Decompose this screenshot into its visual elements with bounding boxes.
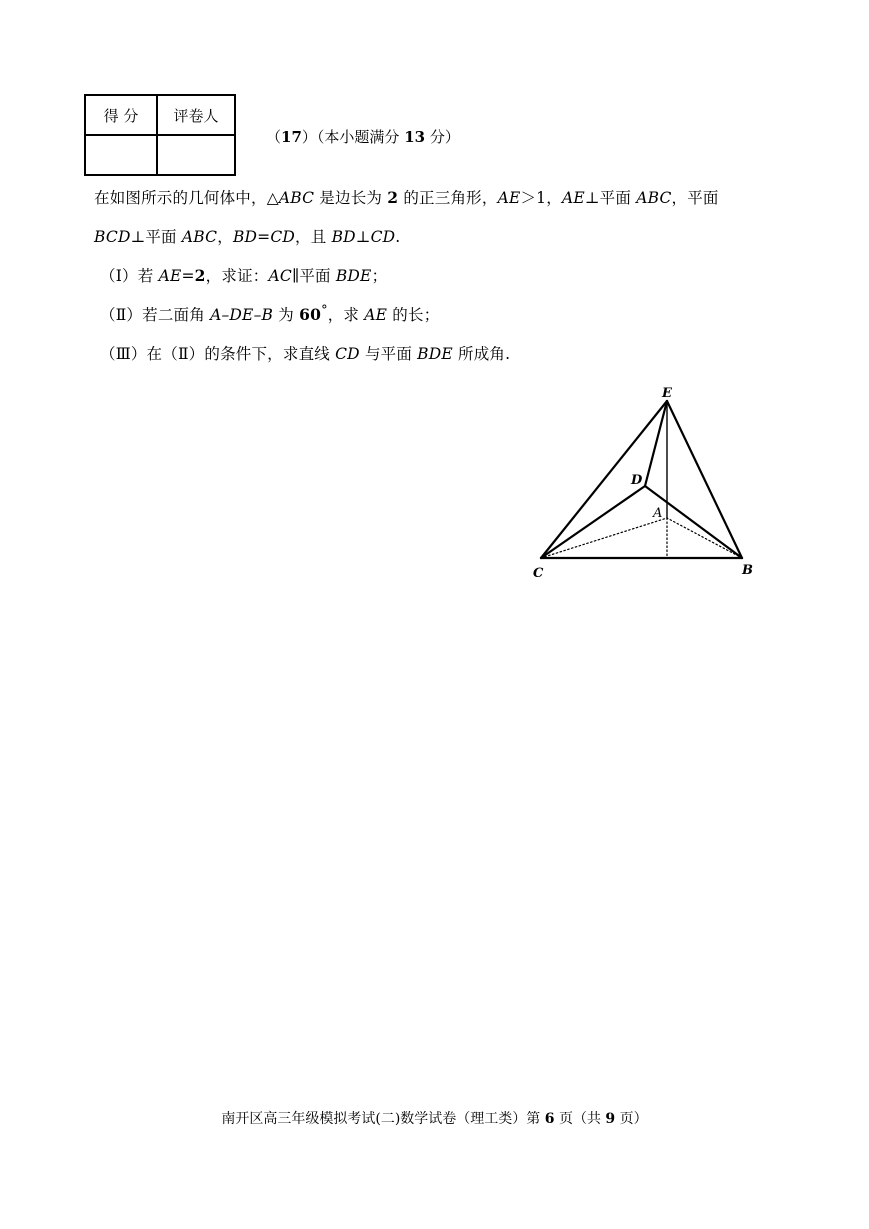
problem-line-1: 在如图所示的几何体中，△ABC 是边长为 2 的正三角形，AE＞1，AE⊥平面 ABC，平面 <box>94 188 719 207</box>
edge-CE <box>541 401 667 558</box>
part-1: （Ⅰ）若 AE=2，求证：AC∥平面 BDE； <box>100 266 388 285</box>
edge-CA <box>541 518 667 558</box>
question-title: （17）（本小题满分 13 分） <box>266 128 460 146</box>
question-points: 13 <box>404 128 426 146</box>
label-B: B <box>742 563 753 578</box>
edge-BE <box>667 401 742 558</box>
grader-header: 评卷人 <box>157 95 235 135</box>
grader-cell[interactable] <box>157 135 235 175</box>
question-number: 17 <box>281 128 302 146</box>
score-table <box>84 94 236 176</box>
label-C: C <box>533 566 544 581</box>
label-A: A <box>653 506 663 521</box>
edge-CD <box>541 486 645 558</box>
geometry-figure <box>520 375 780 590</box>
part-3: （Ⅲ）在（Ⅱ）的条件下，求直线 CD 与平面 BDE 所成角. <box>100 345 511 363</box>
label-D: D <box>631 473 643 488</box>
part-2: （Ⅱ）若二面角 A–DE–B 为 60°，求 AE 的长； <box>100 303 440 325</box>
title-unit: 分） <box>429 128 460 146</box>
edge-BA <box>667 518 742 558</box>
page-total: 9 <box>605 1111 616 1127</box>
edge-BD <box>645 486 742 558</box>
title-text: （本小题满分 <box>316 128 400 146</box>
score-cell[interactable] <box>85 135 157 175</box>
problem-line-2: BCD⊥平面 ABC，BD=CD，且 BD⊥CD. <box>94 228 401 246</box>
label-E: E <box>662 386 672 401</box>
page-footer: 南开区高三年级模拟考试(二)数学试卷（理工类）第 6 页（共 9 页） <box>221 1111 648 1127</box>
page-number: 6 <box>544 1111 555 1127</box>
score-header: 得 分 <box>85 95 157 135</box>
